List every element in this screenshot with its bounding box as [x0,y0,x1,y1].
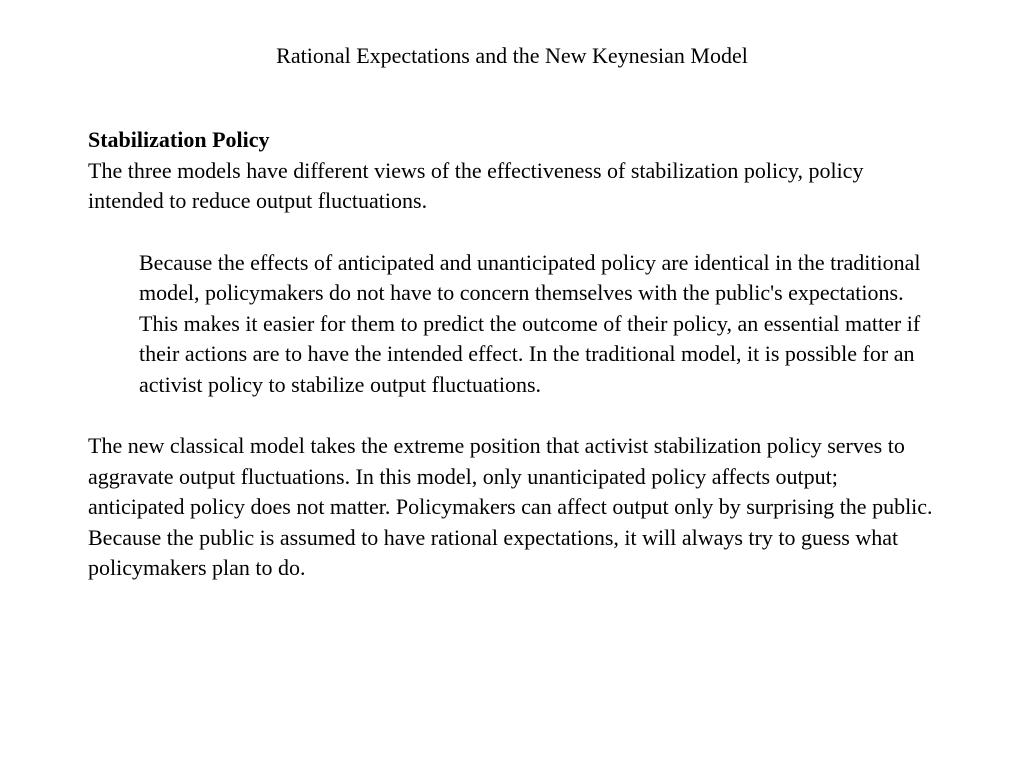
slide-content [88,125,938,584]
new-classical-model-paragraph: The new classical model takes the extreme position that activist stabilization policy serves to aggravate output fluctuations. In this model, only unanticipated policy affects output; anticipated policy does not matter. Policymakers can affect output only by surprising the public. Because the public is assumed to have rational expectations, it will always try to guess what policymakers plan to do. [88,433,933,580]
intro-paragraph: The three models have different views of the effectiveness of stabilization policy, policy intended to reduce output fluctuations. [88,157,864,213]
traditional-model-paragraph: Because the effects of anticipated and unanticipated policy are identical in the traditional model, policymakers do not have to concern themselves with the public's expectations. This makes it easier for them to predict the outcome of their policy, an essential matter if their actions are to have the intended effect. In the traditional model, it is possible for an activist policy to stabilize output fluctuations. [139,249,921,397]
section-heading: Stabilization Policy [88,127,270,152]
page-title: Rational Expectations and the New Keynesian Model [276,43,748,68]
